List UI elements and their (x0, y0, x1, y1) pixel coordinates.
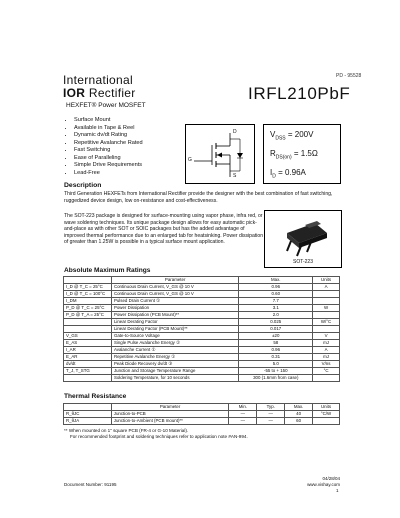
table-cell: V (313, 333, 340, 340)
gate-label: G (188, 157, 192, 163)
table-cell: Junction-to-Ambient (PCB mount)** (111, 418, 229, 425)
logo-brand: IOR (63, 86, 86, 100)
table-cell: Linear Derating Factor (111, 319, 238, 326)
description-paragraph-2: The SOT-223 package is designed for surface-mounting using vapor phase, infra red, or wave soldering techniques. Its unique package design allows for easy automatic pick-and-place as with other SOT or SOIC packages but has the added advantage of improved thermal performance due to an enlarged tab for heatsinking. Power dissipation of greater than 1.25W is possible in a typical surface mount application. (64, 213, 264, 246)
table-row (64, 418, 340, 425)
pd-number: PD - 95528 (336, 73, 362, 79)
table-row (64, 305, 340, 312)
table-row (64, 375, 340, 382)
table-cell: Continuous Drain Current, V_GS @ 10 V (111, 284, 238, 291)
table-row (64, 411, 340, 418)
table-cell: E_AS (64, 340, 112, 347)
feature-item: • Surface Mount (74, 117, 143, 125)
table-cell: A (313, 347, 340, 354)
table-cell: ±20 (239, 333, 313, 340)
table-cell: Soldering Temperature, for 10 seconds (111, 375, 238, 382)
table-cell: 0.017 (239, 326, 313, 333)
table-cell (313, 326, 340, 333)
website: www.vishay.com (307, 482, 340, 487)
part-number: IRFL210PbF (248, 84, 351, 103)
table-cell: Avalanche Current ① (111, 347, 238, 354)
feature-item: • Fast Switching (74, 147, 143, 155)
table-cell: °C/W (313, 411, 340, 418)
table-cell (313, 312, 340, 319)
feature-item: • Ease of Paralleling (74, 155, 143, 163)
company-name-line1: International (63, 73, 133, 87)
table-cell: Repetitive Avalanche Energy ① (111, 354, 238, 361)
table-row (64, 340, 340, 347)
table-cell (313, 298, 340, 305)
table-row (64, 319, 340, 326)
table-cell: P_D @ T_C = 25°C (64, 305, 112, 312)
feature-item: • Dynamic dv/dt Rating (74, 132, 143, 140)
table-row (64, 368, 340, 375)
mosfet-schematic (185, 124, 255, 184)
table-cell: Junction-to-PCB (111, 411, 229, 418)
table-cell: 0.025 (239, 319, 313, 326)
table-row (64, 326, 340, 333)
table-cell: Junction and Storage Temperature Range (111, 368, 238, 375)
table-row (64, 333, 340, 340)
table-cell: W/°C (313, 319, 340, 326)
table-cell: 58 (239, 340, 313, 347)
table-cell (64, 375, 112, 382)
feature-item: • Lead-Free (74, 170, 143, 178)
table-cell: Linear Derating Factor (PCB Mount)** (111, 326, 238, 333)
table-cell: Power Dissipation (PCB Mount)** (111, 312, 238, 319)
table-header-row: Parameter Max. Units (64, 277, 340, 284)
table-cell: mJ (313, 340, 340, 347)
table-cell: 0.96 (239, 284, 313, 291)
table-cell: mJ (313, 354, 340, 361)
key-specs-box (263, 124, 341, 184)
table-cell: 2.0 (239, 312, 313, 319)
feature-list (60, 117, 143, 177)
table-cell: Pulsed Drain Current ① (111, 298, 238, 305)
table-row (64, 347, 340, 354)
vdss-spec: $V_{DSS} = 200V$ (270, 130, 314, 142)
table-cell: I_AR (64, 347, 112, 354)
table-cell: 0.60 (239, 291, 313, 298)
table-cell (64, 319, 112, 326)
drain-label: D (233, 129, 237, 135)
table-row (64, 361, 340, 368)
table-cell: T_J, T_STG (64, 368, 112, 375)
table-cell (313, 375, 340, 382)
table-cell: I_D @ T_C = 25°C (64, 284, 112, 291)
mosfet-symbol-icon (186, 125, 254, 183)
table-cell: — (229, 418, 257, 425)
page-number: 1 (336, 488, 339, 493)
table-cell: W (313, 305, 340, 312)
thermal-table (63, 403, 340, 425)
table-header-row: Parameter Min. Typ. Max. Units (64, 404, 340, 411)
note-line-2: For recommended footprint and soldering techniques refer to application note #AN-994. (70, 434, 248, 439)
table-cell: I_DM (64, 298, 112, 305)
description-paragraph-1: Third Generation HEXFETs from International Rectifier provide the designer with the best combination of fast switching, ruggedized device design, low on-resistance and cost-effectiveness. (64, 191, 333, 204)
table-row (64, 312, 340, 319)
table-cell (64, 326, 112, 333)
table-cell: — (257, 418, 285, 425)
feature-item: • Available in Tape & Reel (74, 125, 143, 133)
table-cell: 5.0 (239, 361, 313, 368)
abs-max-title: Absolute Maximum Ratings (64, 267, 151, 274)
table-cell: — (257, 411, 285, 418)
table-cell: 7.7 (239, 298, 313, 305)
table-cell: P_D @ T_A = 25°C (64, 312, 112, 319)
table-cell (313, 418, 340, 425)
table-cell: Peak Diode Recovery dv/dt ③ (111, 361, 238, 368)
table-cell: 3.1 (239, 305, 313, 312)
table-cell: 40 (285, 411, 313, 418)
table-cell: Power Dissipation (111, 305, 238, 312)
table-cell: V/ns (313, 361, 340, 368)
table-cell: E_AR (64, 354, 112, 361)
description-title: Description (64, 182, 102, 189)
package-image (264, 210, 342, 268)
table-cell: — (229, 411, 257, 418)
table-cell: Continuous Drain Current, V_GS @ 10 V (111, 291, 238, 298)
table-cell: 60 (285, 418, 313, 425)
feature-item: • Simple Drive Requirements (74, 162, 143, 170)
product-subtitle: HEXFET® Power MOSFET (66, 102, 146, 109)
table-cell: 0.31 (239, 354, 313, 361)
table-cell: A (313, 284, 340, 291)
table-cell: Single Pulse Avalanche Energy ② (111, 340, 238, 347)
source-label: S (233, 173, 237, 179)
table-row (64, 291, 340, 298)
table-row (64, 298, 340, 305)
table-cell: R_θJA (64, 418, 112, 425)
table-cell (313, 291, 340, 298)
abs-max-table (63, 276, 340, 382)
feature-item: • Repetitive Avalanche Rated (74, 140, 143, 148)
table-cell: °C (313, 368, 340, 375)
table-cell: -55 to + 150 (239, 368, 313, 375)
table-cell: Gate-to-Source Voltage (111, 333, 238, 340)
document-number: Document Number: 91195 (64, 482, 117, 487)
package-label: SOT-223 (292, 259, 313, 265)
table-cell: 0.96 (239, 347, 313, 354)
table-row (64, 354, 340, 361)
table-cell: R_θJC (64, 411, 112, 418)
note-line-1: ** When mounted on 1" square PCB (FR-4 or G-10 Material). (64, 428, 189, 433)
rdson-spec: $R_{DS(on)} = 1.5\Omega$ (270, 149, 318, 161)
revision-date: 04/28/04 (322, 476, 340, 481)
table-cell: V_GS (64, 333, 112, 340)
table-cell: 300 (1.6mm from case) (239, 375, 313, 382)
company-logo (63, 86, 136, 100)
thermal-title: Thermal Resistance (64, 393, 127, 400)
table-cell: dv/dt (64, 361, 112, 368)
table-row (64, 284, 340, 291)
table-cell: I_D @ T_C = 100°C (64, 291, 112, 298)
id-spec: $I_D = 0.96A$ (270, 168, 306, 180)
company-name-line2: Rectifier (85, 86, 136, 100)
